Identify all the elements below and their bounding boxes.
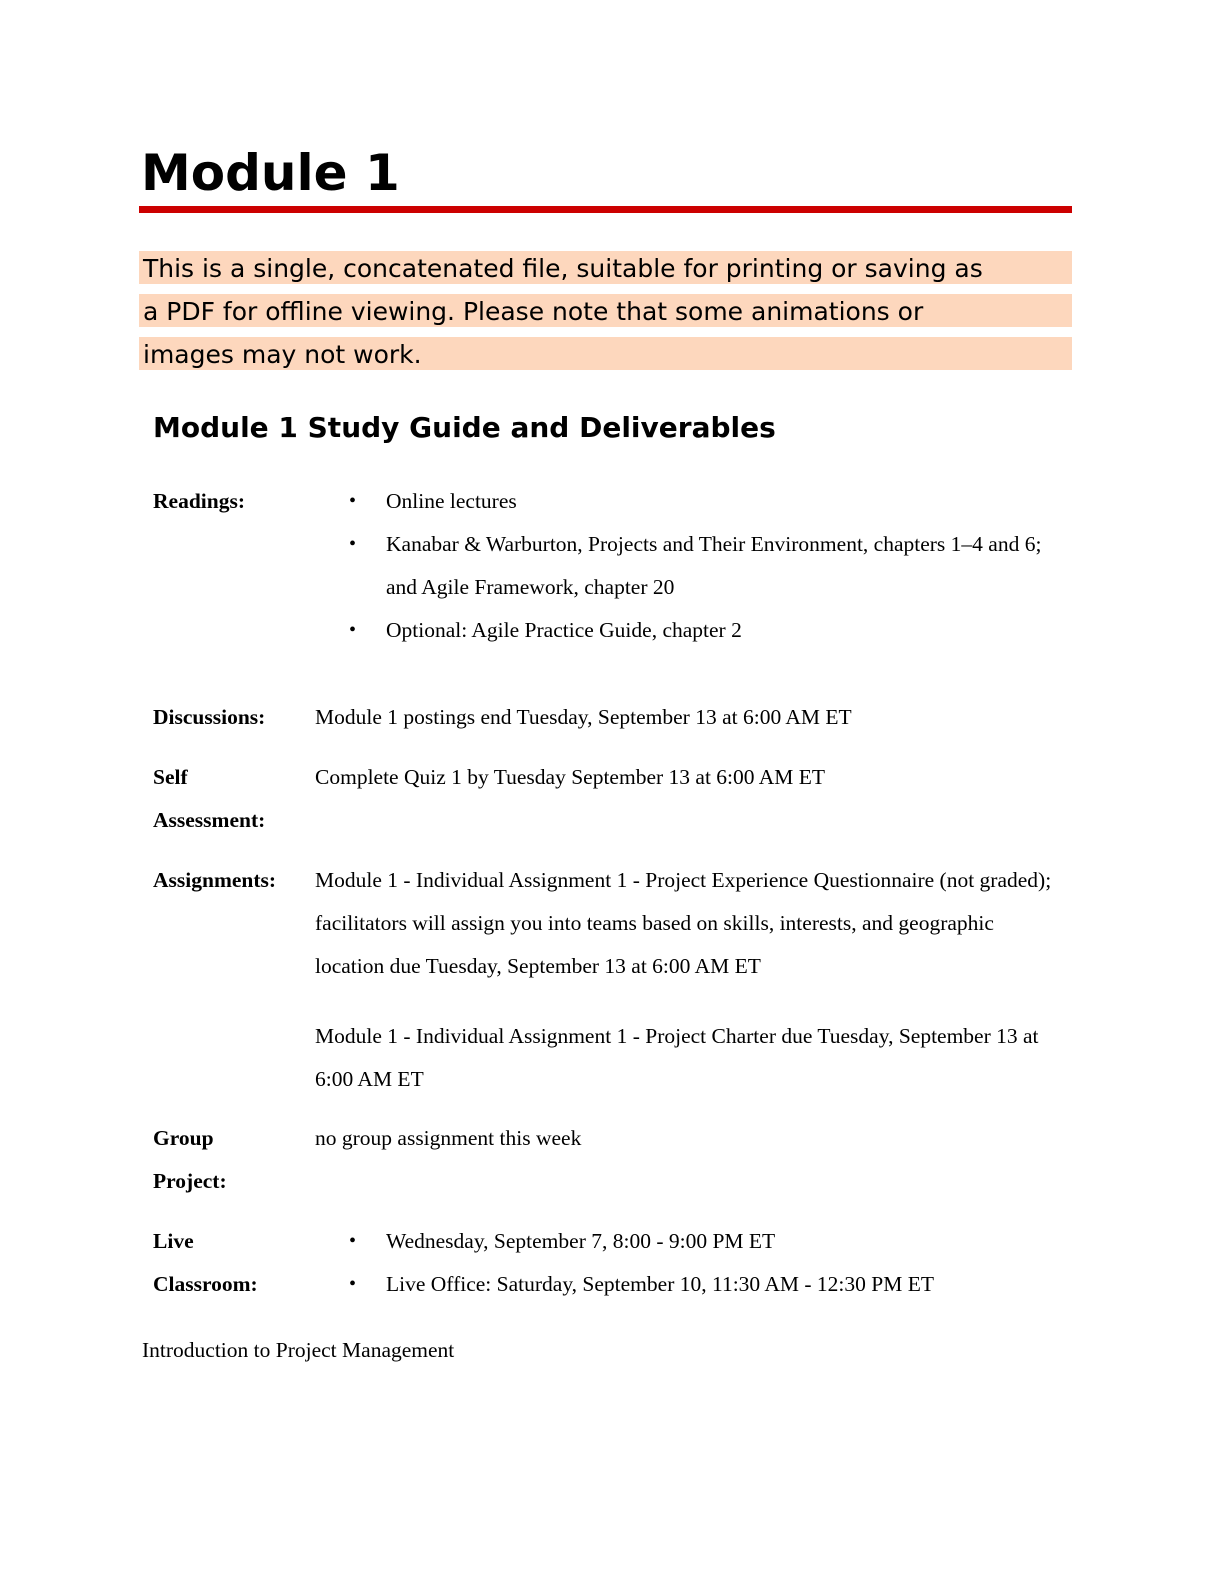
list-item: • Kanabar & Warburton, Projects and Their Environment, chapters 1–4 and 6; and Agile Framework, chapter 20	[349, 523, 1049, 609]
assignments-value	[315, 859, 1063, 1101]
readings-label: Readings:	[153, 489, 245, 513]
page-footer: Introduction to Project Management	[142, 1338, 455, 1362]
live-classroom-list	[349, 1220, 1069, 1306]
self-assessment-label: Self Assessment:	[153, 765, 266, 832]
discussions-value: Module 1 postings end Tuesday, September 13 at 6:00 AM ET	[315, 705, 852, 729]
readings-list	[349, 480, 1049, 652]
page-title: Module 1	[141, 144, 400, 202]
list-item: • Online lectures	[349, 480, 1049, 523]
offline-notice	[139, 251, 1072, 380]
list-item: • Live Office: Saturday, September 10, 11:30 AM - 12:30 PM ET	[349, 1263, 1069, 1306]
notice-line: a PDF for offline viewing. Please note that some animations or	[139, 294, 1072, 327]
assignment-paragraph: Module 1 - Individual Assignment 1 - Project Charter due Tuesday, September 13 at 6:00 AM ET	[315, 1024, 1039, 1091]
group-project-value: no group assignment this week	[315, 1126, 582, 1150]
title-divider	[139, 206, 1072, 213]
live-classroom-label: Live Classroom:	[153, 1229, 258, 1296]
self-assessment-value: Complete Quiz 1 by Tuesday September 13 at 6:00 AM ET	[315, 765, 825, 789]
notice-line: images may not work.	[139, 337, 1072, 370]
list-item: • Wednesday, September 7, 8:00 - 9:00 PM ET	[349, 1220, 1069, 1263]
notice-line: This is a single, concatenated file, suitable for printing or saving as	[139, 251, 1072, 284]
list-item: • Optional: Agile Practice Guide, chapter 2	[349, 609, 1049, 652]
assignment-paragraph: Module 1 - Individual Assignment 1 - Project Experience Questionnaire (not graded); facilitators will assign you into teams based on skills, interests, and geographic location due Tuesday, September 13 at 6:00 AM ET	[315, 868, 1052, 978]
group-project-label: Group Project:	[153, 1126, 227, 1193]
assignments-label: Assignments:	[153, 868, 277, 892]
discussions-label: Discussions:	[153, 705, 266, 729]
study-guide-heading: Module 1 Study Guide and Deliverables	[153, 411, 776, 444]
